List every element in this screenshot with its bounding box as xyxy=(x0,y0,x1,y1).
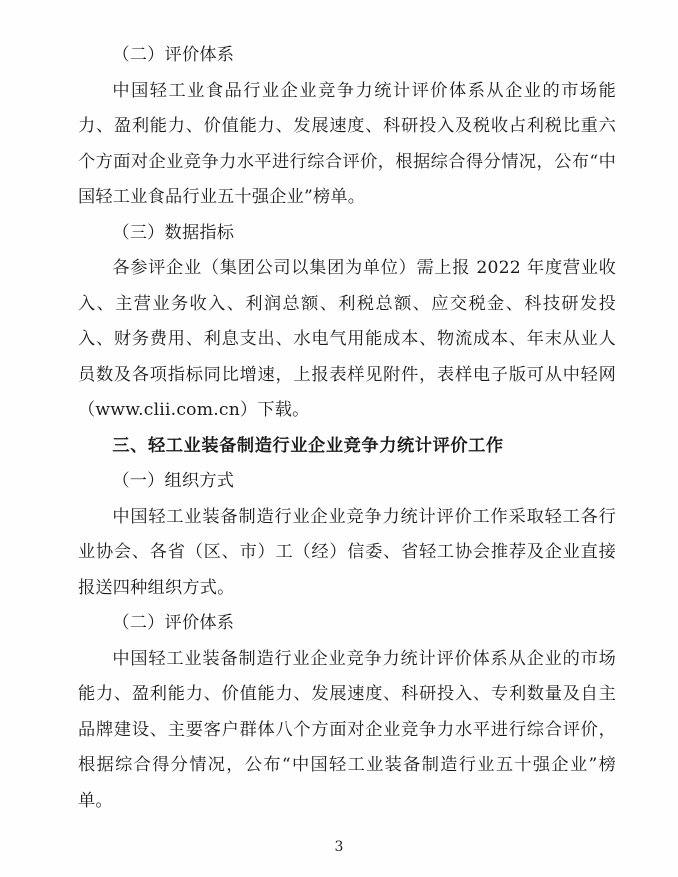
paragraph-evaluation-system-food: 中国轻工业食品行业企业竞争力统计评价体系从企业的市场能力、盈利能力、价值能力、发展速度、科研投入及税收占利税比重六个方面对企业竞争力水平进行综合评价，根据综合得分情况，公布“中国轻工业食品行业五十强企业”榜单。 xyxy=(78,80,616,207)
section-heading-3-1: （一）组织方式 xyxy=(112,471,235,491)
section-heading-3-2: （二）评价体系 xyxy=(112,613,235,633)
section-heading-3: 三、轻工业装备制造行业企业竞争力统计评价工作 xyxy=(112,435,504,456)
section-heading-2-2: （二）评价体系 xyxy=(112,45,235,65)
paragraph-data-indicators-text-before-link: 各参评企业（集团公司以集团为单位）需上报 2022 年度营业收入、主营业务收入、利润总额、利税总额、应交税金、科技研发投入、财务费用、利息支出、水电气用能成本、物流成本、年末从业人员数及各项指标同比增速，上报表样见附件，表样电子版可从中轻网（ xyxy=(78,258,616,420)
paragraph-organization-method: 中国轻工业装备制造行业企业竞争力统计评价工作采取轻工各行业协会、各省（区、市）工（经）信委、省轻工协会推荐及企业直接报送四种组织方式。 xyxy=(78,506,616,598)
paragraph-evaluation-system-equipment: 中国轻工业装备制造行业企业竞争力统计评价体系从企业的市场能力、盈利能力、价值能力、发展速度、科研投入、专利数量及自主品牌建设、主要客户群体八个方面对企业竞争力水平进行综合评价，根据综合得分情况，公布“中国轻工业装备制造行业五十强企业”榜单。 xyxy=(78,648,616,811)
paragraph-data-indicators-text-after-link: ）下载。 xyxy=(239,400,310,420)
paragraph-data-indicators xyxy=(78,251,616,429)
clii-website-link[interactable]: www.clii.com.cn xyxy=(95,400,240,420)
page-number: 3 xyxy=(334,839,344,855)
section-heading-2-3: （三）数据指标 xyxy=(112,222,235,243)
document-body xyxy=(78,38,616,819)
